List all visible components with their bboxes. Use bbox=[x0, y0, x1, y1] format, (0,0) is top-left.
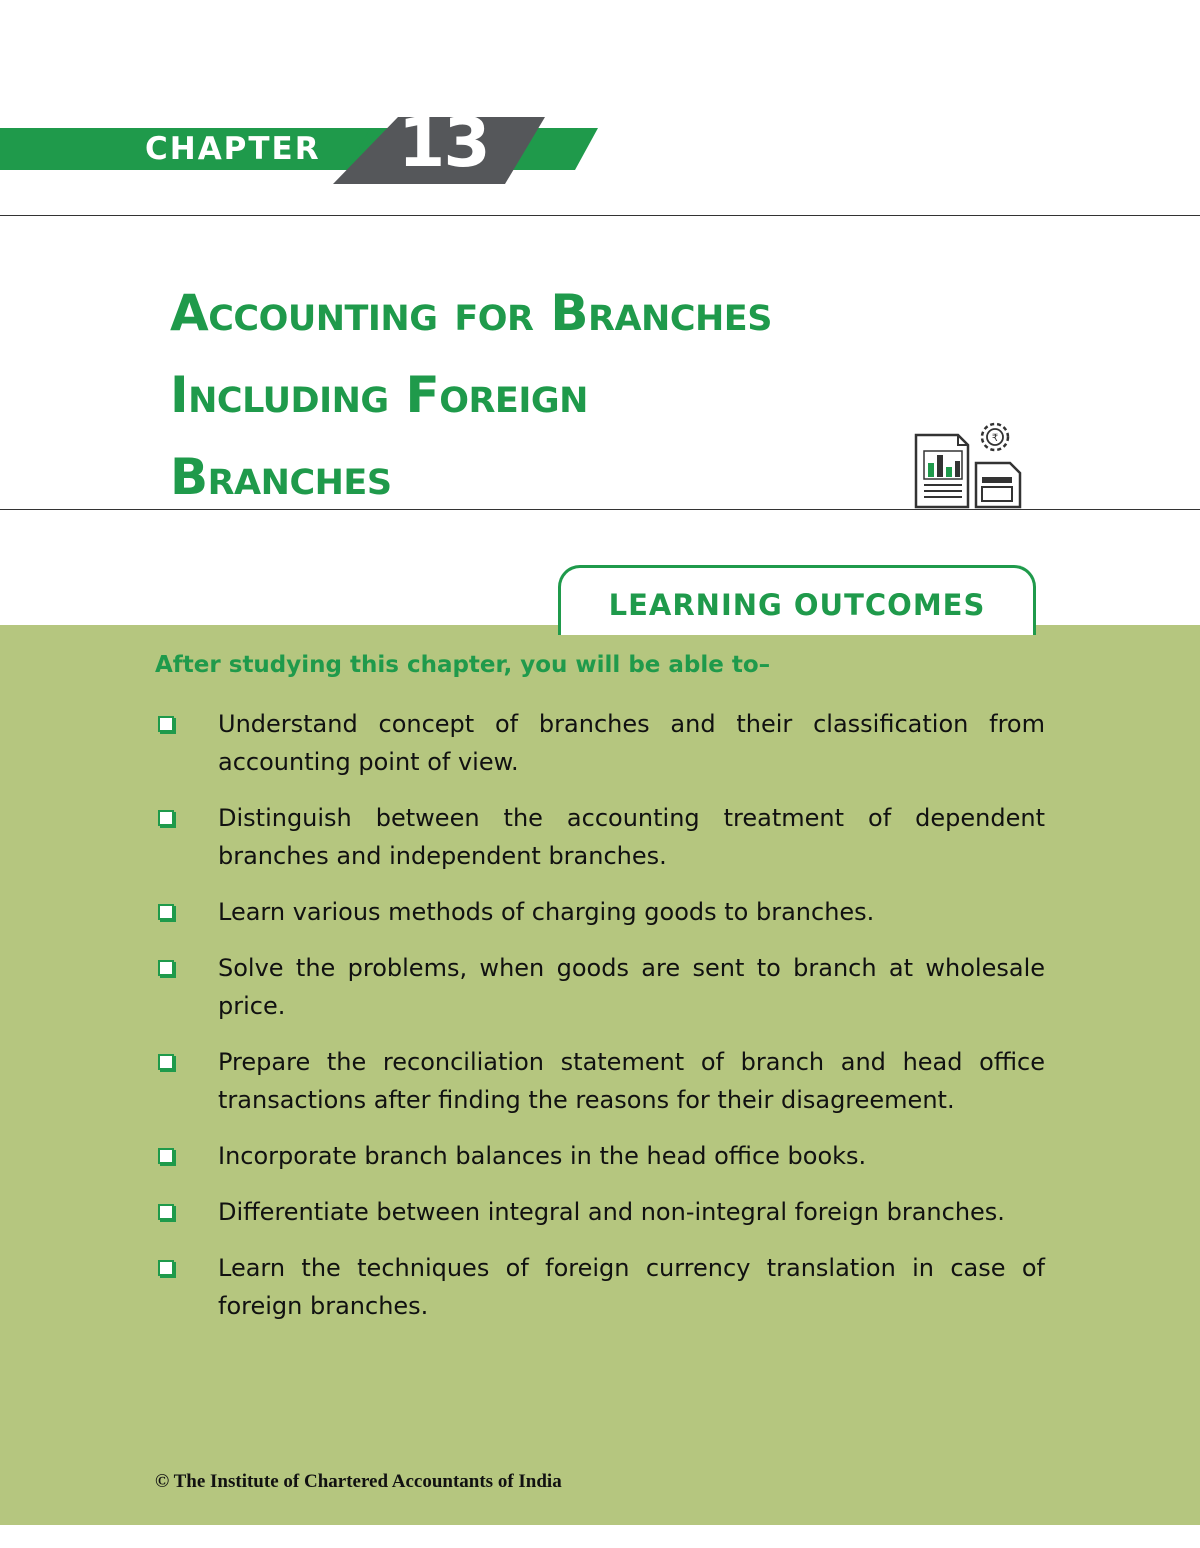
checkbox-bullet-icon bbox=[158, 810, 174, 826]
learning-outcomes-heading: LEARNING OUTCOMES bbox=[608, 588, 986, 622]
chapter-number: 13 bbox=[398, 104, 489, 183]
learning-outcome-text: Learn the techniques of foreign currency translation in case of foreign branches. bbox=[218, 1254, 1045, 1320]
checkbox-bullet-icon bbox=[158, 904, 174, 920]
learning-outcome-text: Learn various methods of charging goods to branches. bbox=[218, 898, 875, 926]
learning-outcome-item bbox=[155, 705, 1045, 781]
chapter-number-badge bbox=[0, 0, 620, 200]
learning-outcome-item bbox=[155, 1193, 1045, 1231]
chapter-title-line-2: Including Foreign bbox=[170, 366, 588, 424]
learning-outcome-text: Distinguish between the accounting treatment of dependent branches and independent branches. bbox=[218, 804, 1045, 870]
learning-outcome-item bbox=[155, 1043, 1045, 1119]
learning-outcome-item bbox=[155, 799, 1045, 875]
chapter-title-line-3: Branches bbox=[170, 448, 392, 506]
copyright-footer: © The Institute of Chartered Accountants of India bbox=[155, 1471, 562, 1492]
learning-outcome-text: Prepare the reconciliation statement of branch and head office transactions after finding the reasons for their disagreement. bbox=[218, 1048, 1045, 1114]
top-divider bbox=[0, 215, 1200, 216]
learning-outcome-text: Differentiate between integral and non-integral foreign branches. bbox=[218, 1198, 1005, 1226]
chapter-title bbox=[170, 272, 772, 518]
checkbox-bullet-icon bbox=[158, 1054, 174, 1070]
learning-outcome-text: Solve the problems, when goods are sent to branch at wholesale price. bbox=[218, 954, 1045, 1020]
learning-outcomes-tab bbox=[558, 565, 1036, 635]
learning-outcomes-intro: After studying this chapter, you will be able to– bbox=[155, 652, 771, 678]
learning-outcome-item bbox=[155, 949, 1045, 1025]
learning-outcome-text: Incorporate branch balances in the head office books. bbox=[218, 1142, 867, 1170]
chapter-label: CHAPTER bbox=[145, 131, 321, 167]
chapter-title-line-1: Accounting for Branches bbox=[170, 284, 772, 342]
checkbox-bullet-icon bbox=[158, 960, 174, 976]
svg-text:₹: ₹ bbox=[991, 433, 999, 444]
report-chart-gear-icon bbox=[910, 415, 1025, 510]
learning-outcome-item bbox=[155, 1249, 1045, 1325]
learning-outcome-item bbox=[155, 1137, 1045, 1175]
learning-outcome-item bbox=[155, 893, 1045, 931]
checkbox-bullet-icon bbox=[158, 1204, 174, 1220]
learning-outcome-text: Understand concept of branches and their classification from accounting point of view. bbox=[218, 710, 1045, 776]
checkbox-bullet-icon bbox=[158, 716, 174, 732]
checkbox-bullet-icon bbox=[158, 1148, 174, 1164]
checkbox-bullet-icon bbox=[158, 1260, 174, 1276]
learning-outcomes-list bbox=[155, 705, 1045, 1343]
title-divider bbox=[0, 509, 1200, 510]
